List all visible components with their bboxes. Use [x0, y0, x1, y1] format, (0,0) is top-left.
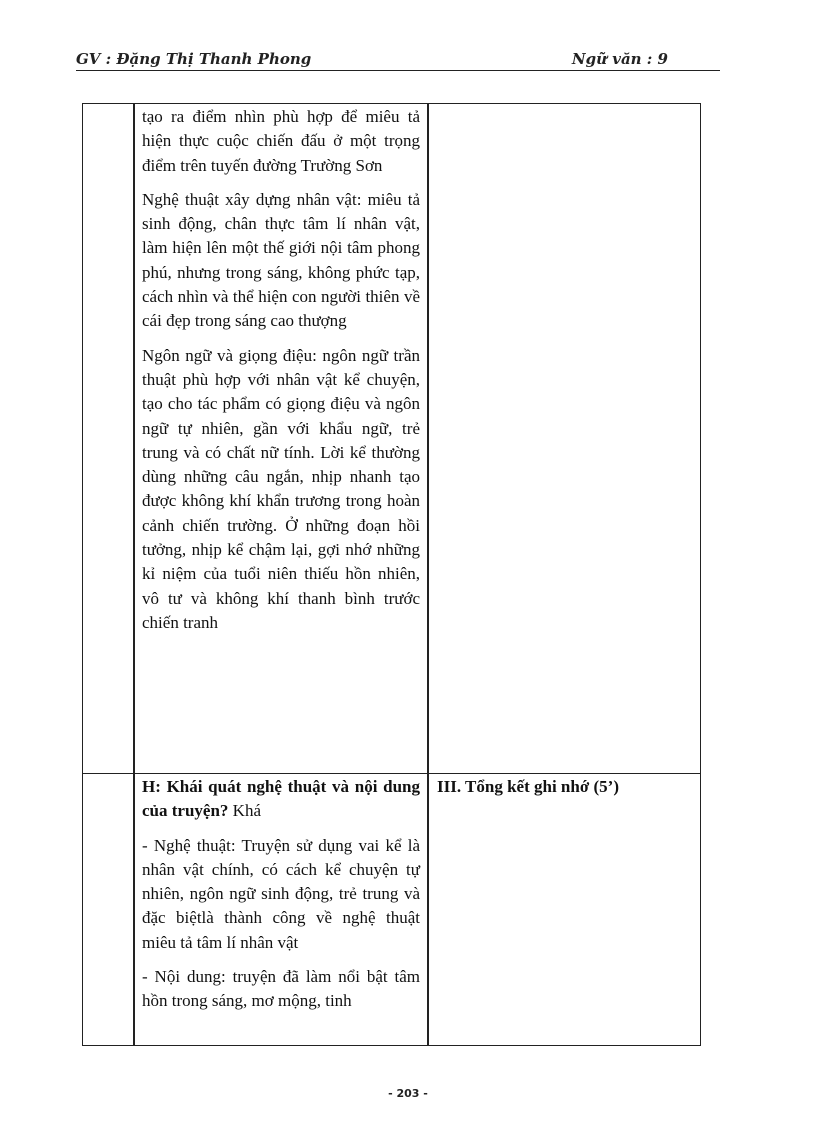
subject-label: Ngữ văn : 9 — [571, 50, 668, 68]
content-cell — [428, 774, 701, 1046]
question-paragraph — [142, 775, 420, 824]
table-row — [83, 104, 701, 774]
question-text: H: Khái quát nghệ thuật và nội dung của truyện? — [142, 777, 420, 821]
lesson-table — [82, 103, 701, 1046]
content-summary: - Nội dung: truyện đã làm nổi bật tâm hồn trong sáng, mơ mộng, tinh — [142, 967, 420, 1011]
activity-cell — [134, 104, 428, 774]
activity-cell — [134, 774, 428, 1046]
paragraph-language: Ngôn ngữ và giọng điệu: ngôn ngữ trần thuật phù hợp với nhân vật kể chuyện, tạo cho tác phẩm có giọng điệu và ngôn ngữ tự nhiên, gần với khẩu ngữ, trẻ trung và có chất nữ tính. Lời kể thường dùng những câu ngắn, nhịp nhanh tạo được không khí khẩn trương trong hoàn cảnh chiến trường. Ở những đoạn hồi tưởng, nhịp kể chậm lại, gợi nhớ những kỉ niệm của tuổi niên thiếu hồn nhiên, vô tư và không khí thanh bình trước chiến tranh — [142, 345, 420, 632]
paragraph-viewpoint: tạo ra điểm nhìn phù hợp để miêu tả hiện thực cuộc chiến đấu ở một trọng điểm trên tuyến đường Trường Sơn — [142, 107, 420, 175]
section-title: III. Tổng kết ghi nhớ (5’) — [437, 777, 619, 796]
question-level: Khá — [228, 801, 261, 821]
paragraph-character: Nghệ thuật xây dựng nhân vật: miêu tả sinh động, chân thực tâm lí nhân vật, làm hiện lên một thế giới nội tâm phong phú, nhưng trong sáng, không phức tạp, cách nhìn và thể hiện con người thiên về cái đẹp trong sáng cao thượng — [142, 189, 420, 331]
page-header — [76, 50, 720, 71]
teacher-name: GV : Đặng Thị Thanh Phong — [76, 50, 312, 68]
table-row — [83, 774, 701, 1046]
art-summary: - Nghệ thuật: Truyện sử dụng vai kể là nhân vật chính, có cách kể chuyện tự nhiên, ngôn ngữ sinh động, trẻ trung và đặc biệtlà thành công về nghệ thuật miêu tả tâm lí nhân vật — [142, 835, 420, 952]
content-cell — [428, 104, 701, 774]
page-number: - 203 - — [388, 1087, 428, 1100]
time-cell — [83, 104, 135, 774]
time-cell — [83, 774, 135, 1046]
